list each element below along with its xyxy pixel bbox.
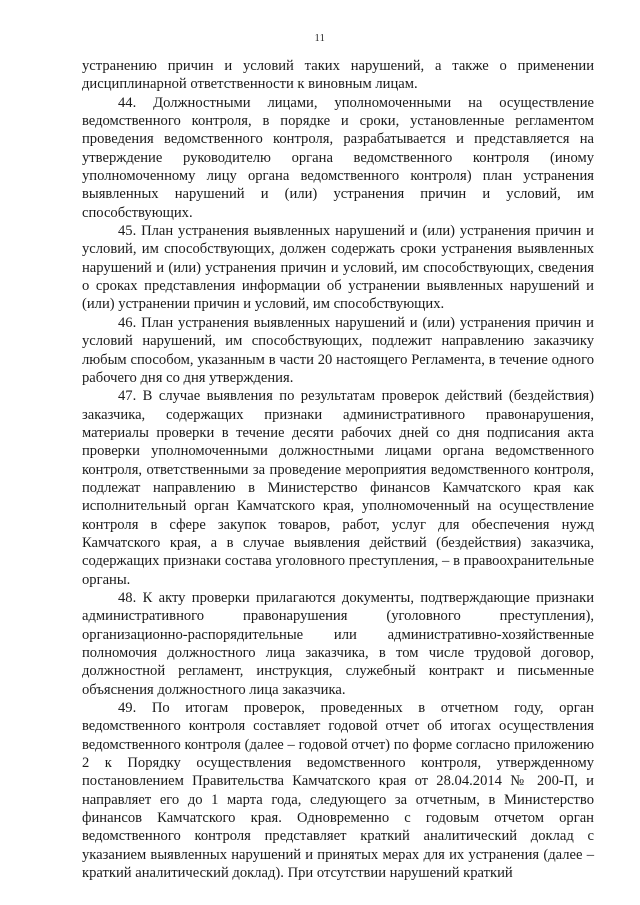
paragraph-48: 48. К акту проверки прилагаются документы, подтверждающие признаки административного правонарушения (уголовного преступления), организационно-распорядительные или административно-хозяйственные полномочия должностного лица заказчика, в том числе трудовой договор, должностной регламент, инструкция, служебный контракт и письменные объяснения должностного лица заказчика. <box>82 589 594 698</box>
paragraph-44: 44. Должностными лицами, уполномоченными на осуществление ведомственного контроля, в порядке и сроки, установленные регламентом проведения ведомственного контроля, разрабатывается и представляется на утверждение руководителю органа ведомственного контроля (иному уполномоченному лицу органа ведомственного контроля) план устранения выявленных нарушений и (или) устранения причин и условий, им способствующих. <box>82 94 594 221</box>
paragraph-45: 45. План устранения выявленных нарушений и (или) устранения причин и условий, им способствующих, должен содержать сроки устранения выявленных нарушений и (или) устранения причин и условий, им способствующих, сведения о сроках представления информации об устранении выявленных нарушений и (или) устранении причин и условий, им способствующих. <box>82 223 594 313</box>
paragraph-49: 49. По итогам проверок, проведенных в отчетном году, орган ведомственного контроля составляет годовой отчет об итогах осуществления ведомственного контроля (далее – годовой отчет) по форме согласно приложению 2 к Порядку осуществления ведомственного контроля, утвержденному постановлением Правительства Камчатского края от 28.04.2014 № 200-П, и направляет его до 1 марта года, следующего за отчетным, в Министерство финансов Камчатского края. Одновременно с годовым отчетом орган ведомственного контроля представляет краткий аналитический доклад с указанием выявленных нарушений и принятых мерах для их устранения (далее – краткий аналитический доклад). При отсутствии нарушений краткий <box>82 700 594 882</box>
page-number: 11 <box>314 33 326 44</box>
paragraph-47: 47. В случае выявления по результатам проверок действий (бездействия) заказчика, содержащих признаки административного правонарушения, материалы проверки в течение десяти рабочих дней со дня подписания акта проверки уполномоченными должностными лицами органа ведомственного контроля, ответственными за проведение мероприятия ведомственного контроля, подлежат направлению в Министерство финансов Камчатского края как исполнительный орган Камчатского края, уполномоченный на осуществление контроля в сфере закупок товаров, работ, услуг для обеспечения нужд Камчатского края, а в случае выявления действий (бездействия) заказчика, содержащих признаки состава уголовного преступления, – в правоохранительные органы. <box>82 388 594 588</box>
document-body <box>82 57 594 882</box>
paragraph-46: 46. План устранения выявленных нарушений и (или) устранения причин и условий нарушений, им способствующих, подлежит направлению заказчику любым способом, указанным в части 20 настоящего Регламента, в течение одного рабочего дня со дня утверждения. <box>82 314 594 386</box>
paragraph-continuation: устранению причин и условий таких нарушений, а также о применении дисциплинарной ответственности к виновным лицам. <box>82 58 594 93</box>
